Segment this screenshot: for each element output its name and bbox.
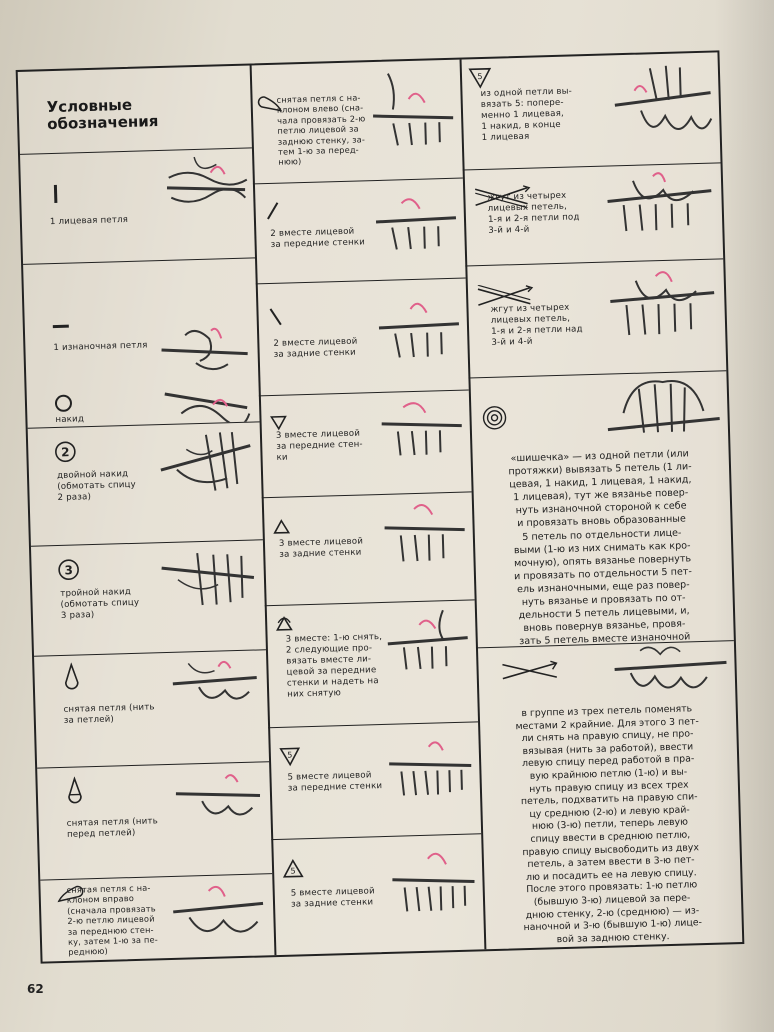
k5tog-front-cell <box>268 721 481 840</box>
purl-stitch-illustration <box>155 324 252 383</box>
k3tog-back-symbol-icon <box>272 519 290 535</box>
k3tog-back-illustration <box>380 498 470 568</box>
increase-five-illustration <box>610 59 717 156</box>
bobble-cell <box>468 370 733 648</box>
double-yarn-over-cell <box>28 421 263 546</box>
slipped-stitch-right-lean-cell <box>40 873 274 961</box>
slipped-stitch-front-caption: снятая петля (нить перед петлей) <box>66 816 159 840</box>
right-lean-caption: снятая петля с на- клоном вправо (сначала провязать 2-ю петлю лицевой за переднюю стен- ку, затем 1-ю за пе- реднюю) <box>66 882 159 958</box>
double-yarn-over-caption: двойной накид (обмотать спицу 2 раза) <box>56 469 137 503</box>
slipped-stitch-back-caption: снятая петля (нить за петлей) <box>63 702 155 726</box>
k2tog-back-illustration <box>374 290 464 362</box>
left-lean-cell <box>250 60 463 185</box>
swap-symbol-icon <box>498 659 561 681</box>
slipped-stitch-yarn-back-cell <box>34 649 269 768</box>
k5tog-front-illustration <box>384 731 476 799</box>
k5tog-front-caption: 5 вместе лицевой за передние стенки <box>287 770 383 794</box>
left-lean-caption: снятая петля с на- клоном влево (сна- чала провязать 2-ю петлю лицевой за заднюю стенку, за- тем 1-ю за перед- нюю) <box>276 92 366 168</box>
sk2p-illustration <box>383 608 473 672</box>
k2tog-front-caption: 2 вместе лицевой за передние стенки <box>270 226 366 250</box>
purl-symbol-icon <box>53 325 69 328</box>
k5tog-front-symbol-text: 5 <box>287 750 293 760</box>
increase-five-cell <box>460 52 721 170</box>
k2tog-front-symbol-icon <box>265 201 280 221</box>
increase-five-symbol-icon <box>468 67 493 90</box>
knit-symbol-icon <box>54 185 58 203</box>
k5tog-back-cell <box>271 833 484 955</box>
slipped-stitch-front-illustration <box>171 769 265 834</box>
slipped-stitch-back-symbol-icon <box>62 662 81 690</box>
sk2p-caption: 3 вместе: 1-ю снять, 2 следующие про- вязать вместе ли- цевой за передние стенки и надеть на них снятую <box>285 631 383 700</box>
triple-yarn-over-cell <box>31 539 266 656</box>
purl-stitch-caption: 1 изнаночная петля <box>53 340 148 354</box>
cable-under-caption: жгут из четырех лицевых петель, 1-я и 2-я петли под 3-й и 4-й <box>487 190 580 236</box>
title-cell <box>18 65 252 154</box>
k2tog-back-symbol-icon <box>268 307 283 331</box>
knit-stitch-cell <box>20 147 255 264</box>
left-lean-illustration <box>368 68 458 148</box>
increase-five-symbol-text: 5 <box>477 71 483 82</box>
symbols-table <box>16 50 745 963</box>
increase-five-caption: из одной петли вы- вязать 5: попере- менно 1 лицевая, 1 накид, в конце 1 лицевая <box>480 86 573 144</box>
cable-over-caption: жгут из четырех лицевых петель, 1-я и 2-я петли над 3-й и 4-й <box>490 302 583 348</box>
k3tog-back-caption: 3 вместе лицевой за задние стенки <box>278 536 364 560</box>
k2tog-back-cell <box>256 278 469 397</box>
k5tog-front-symbol-icon <box>279 746 302 767</box>
cable-over-illustration <box>605 266 719 339</box>
knit-stitch-illustration <box>158 154 250 218</box>
k3tog-front-caption: 3 вместе лицевой за передние стен- ки <box>275 428 363 463</box>
double-yarn-over-symbol-text: 2 <box>60 445 70 460</box>
triple-yarn-over-symbol-text: 3 <box>64 563 74 578</box>
k3tog-front-cell <box>259 389 472 498</box>
page-number: 62 <box>27 982 44 996</box>
k5tog-back-illustration <box>387 843 479 915</box>
column-2 <box>250 60 487 956</box>
k5tog-back-symbol-icon <box>282 858 305 879</box>
yarn-over-caption: накид <box>55 414 85 426</box>
sk2p-cell <box>265 599 478 728</box>
k2tog-front-illustration <box>371 188 461 256</box>
three-stitch-swap-description: в группе из трех петель поменять местами 2 крайние. Для этого 3 пет- ли снять на правую спицу, не про- вязывая (нить за работой), ввести левую спицу перед работой в пра- вую крайнюю петлю (1-ю) и вы- нуть правую спицу из всех трех петель, подхватить на правую спи- цу среднюю (2-ю) и левую край- нюю (3-ю) петли, теперь левую спицу ввести в среднюю петлю, правую спицу высвободить из двух петель, а затем ввести в 3-ю пет- лю и посадить ее на левую спицу. После этого провязать: 1-ю петлю (бывшую 3-ю) лицевой за пере- днюю стенку, 2-ю (среднюю) — из- наночной и 3-ю (бывшую 1-ю) лице- вой за заднюю стенку. <box>515 703 703 945</box>
purl-and-yarnover-cell <box>23 257 260 428</box>
k5tog-back-symbol-text: 5 <box>290 866 296 876</box>
column-3 <box>460 52 743 949</box>
cable-under-illustration <box>603 169 717 236</box>
bobble-description: «шишечка» — из одной петли (или протяжки) вывязать 5 петель (1 ли- цевая, 1 накид, 1 лицевая, 1 накид, 1 лицевая), тут же вязанье повер- нуть изнаночной стороной к себе и провязать вновь образованные 5 петель по отдельности лице- выми (1-ю из них снимать как кро- мочную), опять вязанье повернуть и провязать по отдельности 5 пет- ель изнаночными, еще раз повер- нуть вязанье и провязать по от- дельности 5 петель лицевыми, и, вновь повернув вязанье, провя- зать 5 петель вместе изнаночной <box>508 448 693 648</box>
cable-over-cell <box>465 258 726 378</box>
sk2p-symbol-icon <box>275 614 293 632</box>
k2tog-front-cell <box>253 178 466 285</box>
double-yarn-over-illustration <box>156 427 256 496</box>
k2tog-back-caption: 2 вместе лицевой за задние стенки <box>273 336 358 360</box>
column-1 <box>18 65 277 961</box>
slipped-stitch-yarn-front-cell <box>37 761 272 880</box>
three-stitch-swap-cell <box>476 640 742 949</box>
k3tog-front-symbol-icon <box>269 415 287 431</box>
k5tog-back-caption: 5 вместе лицевой за задние стенки <box>290 886 375 910</box>
slipped-stitch-back-illustration <box>168 655 262 718</box>
yarn-over-symbol-icon <box>55 395 72 412</box>
triple-yarn-over-caption: тройной накид (обмотать спицу 3 раза) <box>60 586 140 621</box>
slipped-stitch-front-symbol-icon <box>65 776 84 804</box>
k3tog-front-illustration <box>377 396 467 462</box>
cable-under-cell <box>463 162 724 266</box>
double-yarn-over-symbol-icon <box>54 440 77 463</box>
page-edge-shadow <box>714 0 774 1032</box>
right-lean-illustration <box>168 879 268 952</box>
k3tog-back-cell <box>262 491 475 606</box>
triple-yarn-over-illustration <box>157 547 259 610</box>
bobble-symbol-icon <box>481 404 508 431</box>
bobble-illustration <box>602 370 724 447</box>
triple-yarn-over-symbol-icon <box>57 558 80 581</box>
page-title: Условные обозначения <box>46 95 159 134</box>
knit-stitch-caption: 1 лицевая петля <box>49 214 129 228</box>
